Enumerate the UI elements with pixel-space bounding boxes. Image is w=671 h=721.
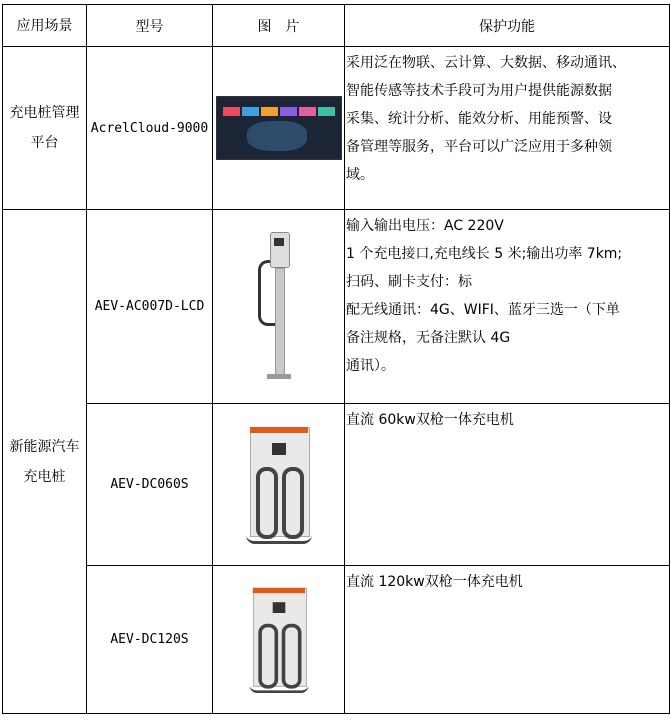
model-cell: AEV-DC120S bbox=[87, 566, 213, 714]
table-row bbox=[3, 210, 670, 404]
image-cell bbox=[213, 566, 345, 714]
image-cell bbox=[213, 210, 345, 404]
dc-charging-pile-image bbox=[247, 587, 310, 691]
feature-line: 直流 120kw双枪一体充电机 bbox=[346, 574, 523, 590]
feature-line: 备注规格，无备注默认 4G bbox=[346, 330, 511, 346]
table-row bbox=[3, 566, 670, 714]
dc-charging-pile-image bbox=[244, 427, 314, 543]
table-row bbox=[3, 47, 670, 210]
feature-line: 智能传感等技术手段可为用户提供能源数据 bbox=[346, 83, 612, 99]
features-cell bbox=[345, 47, 670, 210]
features-cell bbox=[345, 566, 670, 714]
header-model: 型号 bbox=[87, 5, 213, 47]
feature-line: 采集、统计分析、能效分析、用能预警、设 bbox=[346, 111, 612, 127]
header-image: 图 片 bbox=[213, 5, 345, 47]
table-header-row bbox=[3, 5, 670, 47]
model-cell: AEV-DC060S bbox=[87, 404, 213, 566]
scene-text: 新能源汽车充电桩 bbox=[9, 438, 80, 485]
features-cell bbox=[345, 210, 670, 404]
product-table bbox=[2, 4, 670, 714]
scene-cell bbox=[3, 47, 87, 210]
model-cell: AEV-AC007D-LCD bbox=[87, 210, 213, 404]
feature-line: 采用泛在物联、云计算、大数据、移动通讯、 bbox=[346, 55, 626, 71]
model-cell: AcrelCloud-9000 bbox=[87, 47, 213, 210]
header-scene: 应用场景 bbox=[3, 5, 87, 47]
feature-line: 直流 60kw双枪一体充电机 bbox=[346, 412, 514, 428]
feature-line: 配无线通讯：4G、WIFI、蓝牙三选一（下单 bbox=[346, 302, 620, 318]
ac-charging-pile-image bbox=[264, 232, 294, 382]
features-cell bbox=[345, 404, 670, 566]
feature-line: 备管理等服务，平台可以广泛应用于多种领 bbox=[346, 139, 612, 155]
table-row bbox=[3, 404, 670, 566]
feature-line: 通讯）。 bbox=[346, 358, 395, 374]
image-cell bbox=[213, 404, 345, 566]
feature-line: 输入输出电压：AC 220V bbox=[346, 218, 504, 234]
platform-dashboard-image bbox=[216, 96, 342, 160]
header-features: 保护功能 bbox=[345, 5, 670, 47]
scene-cell bbox=[3, 210, 87, 714]
feature-line: 扫码、刷卡支付：标 bbox=[346, 274, 472, 290]
image-cell bbox=[213, 47, 345, 210]
feature-line: 域。 bbox=[346, 167, 374, 183]
feature-line: 1 个充电接口,充电线长 5 米;输出功率 7km; bbox=[346, 246, 623, 262]
scene-text: 充电桩管理平台 bbox=[9, 105, 80, 151]
